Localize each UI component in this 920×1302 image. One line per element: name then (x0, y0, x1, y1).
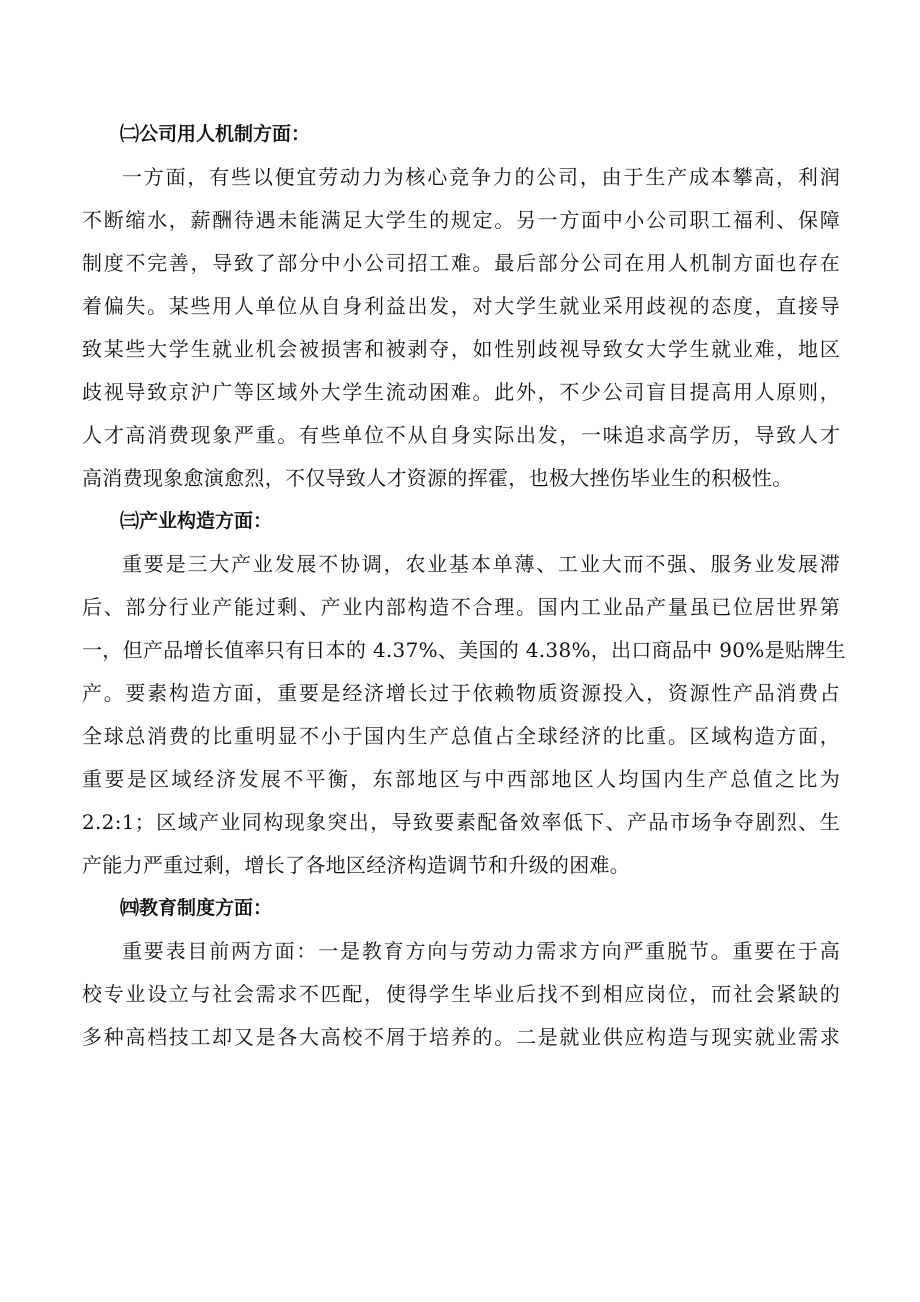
paragraph-line: 后、部分行业产能过剩、产业内部构造不合理。国内工业品产量虽已位居世界第 (82, 595, 840, 619)
section-company-employment (82, 113, 840, 500)
section-heading: ㈢产业构造方面： (120, 510, 273, 532)
paragraph-line: 产能力严重过剩，增长了各地区经济构造调节和升级的困难。 (82, 853, 631, 877)
paragraph-line: 致某些大学生就业机会被损害和被剥夺，如性别歧视导致女大学生就业难，地区 (82, 337, 840, 361)
paragraph-line: 2.2:1；区域产业同构现象突出，导致要素配备效率低下、产品市场争夺剧烈、生 (82, 810, 840, 834)
section-education-system (82, 887, 840, 1059)
section-heading: ㈡公司用人机制方面： (120, 123, 311, 145)
paragraph-line: 全球总消费的比重明显不小于国内生产总值占全球经济的比重。区域构造方面， (82, 724, 840, 748)
paragraph-line: 重要是区域经济发展不平衡，东部地区与中西部地区人均国内生产总值之比为 (82, 767, 840, 791)
paragraph-line: 着偏失。某些用人单位从自身利益出发，对大学生就业采用歧视的态度，直接导 (82, 294, 840, 318)
paragraph-line: 重要是三大产业发展不协调，农业基本单薄、工业大而不强、服务业发展滞 (122, 552, 840, 576)
paragraph-line: 校专业设立与社会需求不匹配，使得学生毕业后找不到相应岗位，而社会紧缺的 (82, 982, 840, 1006)
paragraph-line: 一方面，有些以便宜劳动力为核心竞争力的公司，由于生产成本攀高，利润 (122, 165, 840, 189)
paragraph-line: 高消费现象愈演愈烈，不仅导致人才资源的挥霍，也极大挫伤毕业生的积极性。 (82, 466, 793, 490)
paragraph-line: 多种高档技工却又是各大高校不屑于培养的。二是就业供应构造与现实就业需求 (82, 1025, 840, 1049)
paragraph-line: 产。要素构造方面，重要是经济增长过于依赖物质资源投入，资源性产品消费占 (82, 681, 840, 705)
paragraph-line: 不断缩水，薪酬待遇未能满足大学生的规定。另一方面中小公司职工福利、保障 (82, 208, 840, 232)
document-body (82, 113, 846, 1059)
section-heading: ㈣教育制度方面： (120, 897, 273, 919)
paragraph-line: 重要表目前两方面：一是教育方向与劳动力需求方向严重脱节。重要在于高 (122, 939, 840, 963)
paragraph-line: 一，但产品增长值率只有日本的 4.37%、美国的 4.38%，出口商品中 90%是贴牌生 (82, 638, 846, 662)
paragraph-line: 人才高消费现象严重。有些单位不从自身实际出发，一味追求高学历，导致人才 (82, 423, 840, 447)
paragraph-line: 歧视导致京沪广等区域外大学生流动困难。此外，不少公司盲目提高用人原则， (82, 380, 840, 404)
section-industry-structure (82, 500, 846, 887)
paragraph-line: 制度不完善，导致了部分中小公司招工难。最后部分公司在用人机制方面也存在 (82, 251, 840, 275)
